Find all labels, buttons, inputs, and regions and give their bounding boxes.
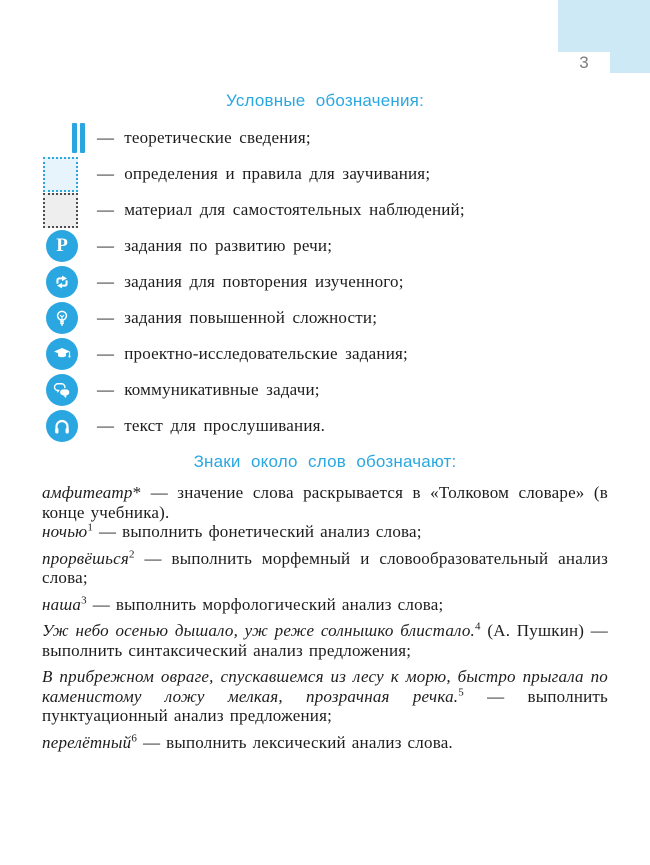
letter-r-glyph: Р bbox=[56, 235, 68, 256]
sign-term: перелётный bbox=[42, 732, 132, 752]
superscript-mark: 6 bbox=[131, 731, 138, 744]
sign-entry-phonetic bbox=[42, 522, 608, 542]
legend-list bbox=[42, 120, 608, 444]
legend-item-label: проектно-исследовательские задания; bbox=[124, 344, 408, 363]
speech-development-icon bbox=[46, 230, 78, 262]
legend-item-label: определения и правила для заучивания; bbox=[124, 164, 431, 183]
icon-cell bbox=[42, 410, 90, 442]
legend-item-repetition bbox=[42, 264, 608, 300]
em-dash: — bbox=[97, 416, 115, 435]
em-dash: — bbox=[97, 380, 115, 399]
legend-item-label: задания для повторения изученного; bbox=[124, 272, 404, 291]
gray-dotted-box-icon bbox=[43, 193, 78, 228]
icon-cell bbox=[42, 123, 90, 153]
em-dash: — bbox=[97, 308, 115, 327]
legend-item-label: материал для самостоятельных наблюдений; bbox=[124, 200, 465, 219]
icon-cell bbox=[42, 157, 90, 192]
superscript-mark: 1 bbox=[87, 521, 94, 534]
repeat-icon bbox=[46, 266, 78, 298]
legend-item-label: текст для прослушивания. bbox=[124, 416, 326, 435]
legend-title: Условные обозначения: bbox=[225, 91, 425, 110]
superscript-mark: 2 bbox=[128, 547, 135, 560]
asterisk-mark: * bbox=[132, 483, 142, 502]
sign-description: — значение слова раскрывается в «Толковом словаре» (в конце учебника). bbox=[42, 483, 608, 522]
icon-cell bbox=[42, 374, 90, 406]
sign-description: — выполнить пунктуационный анализ предложения; bbox=[42, 686, 608, 725]
em-dash: — bbox=[97, 164, 115, 183]
legend-item-label: теоретические сведения; bbox=[124, 128, 311, 147]
legend-item-label: коммуникативные задачи; bbox=[124, 380, 320, 399]
legend-item-speech bbox=[42, 228, 608, 264]
sign-entry-lexical bbox=[42, 733, 608, 753]
superscript-mark: 4 bbox=[475, 620, 481, 633]
sign-entry-morphemic bbox=[42, 549, 608, 588]
signs-title: Знаки около слов обозначают: bbox=[193, 452, 457, 471]
legend-item-advanced bbox=[42, 300, 608, 336]
chat-bubbles-icon bbox=[46, 374, 78, 406]
blue-dotted-box-icon bbox=[43, 157, 78, 192]
legend-item-listening bbox=[42, 408, 608, 444]
legend-item-project bbox=[42, 336, 608, 372]
legend-item-theory bbox=[42, 120, 608, 156]
icon-cell bbox=[42, 230, 90, 262]
sign-entry-syntactic bbox=[42, 621, 608, 660]
legend-item-communication bbox=[42, 372, 608, 408]
sign-term: Уж небо осенью дышало, уж реже солнышко блистало. bbox=[42, 621, 476, 640]
em-dash: — bbox=[97, 272, 115, 291]
lightbulb-icon bbox=[46, 302, 78, 334]
sign-description: — выполнить морфемный и словообразовательный анализ слова; bbox=[42, 548, 608, 587]
icon-cell bbox=[42, 302, 90, 334]
sign-entries bbox=[42, 483, 608, 752]
sign-description: — выполнить лексический анализ слова. bbox=[143, 732, 453, 752]
legend-item-definitions bbox=[42, 156, 608, 192]
em-dash: — bbox=[97, 200, 115, 219]
icon-cell bbox=[42, 193, 90, 228]
em-dash: — bbox=[97, 344, 115, 363]
em-dash: — bbox=[97, 128, 115, 147]
sign-description: (А. Пушкин) — выполнить синтаксический анализ предложения; bbox=[42, 621, 609, 660]
sign-entry-dictionary bbox=[42, 483, 608, 522]
superscript-mark: 5 bbox=[458, 685, 464, 698]
sign-description: — выполнить морфологический анализ слова; bbox=[92, 594, 444, 614]
icon-cell bbox=[42, 266, 90, 298]
sign-term: В прибрежном овраге, спускавшемся из лесу к морю, быстро прыгала по каменистому ложу мелкая, прозрачная речка. bbox=[42, 667, 608, 706]
legend-item-label: задания повышенной сложности; bbox=[124, 308, 378, 327]
page-number: 3 bbox=[579, 53, 589, 72]
sign-entry-morphological bbox=[42, 595, 608, 615]
icon-cell bbox=[42, 338, 90, 370]
headphones-icon bbox=[46, 410, 78, 442]
legend-item-label: задания по развитию речи; bbox=[124, 236, 333, 255]
sign-entry-punctuation bbox=[42, 667, 608, 726]
sign-description: — выполнить фонетический анализ слова; bbox=[98, 522, 422, 541]
sign-term: амфитеатр bbox=[42, 483, 133, 502]
sign-term: ночью bbox=[42, 522, 88, 541]
sign-term: прорвёшься bbox=[42, 548, 129, 568]
sign-term: наша bbox=[42, 594, 82, 614]
double-bars-icon bbox=[72, 123, 85, 153]
graduation-cap-icon bbox=[46, 338, 78, 370]
legend-item-observation bbox=[42, 192, 608, 228]
superscript-mark: 3 bbox=[81, 593, 87, 606]
em-dash: — bbox=[97, 236, 115, 255]
